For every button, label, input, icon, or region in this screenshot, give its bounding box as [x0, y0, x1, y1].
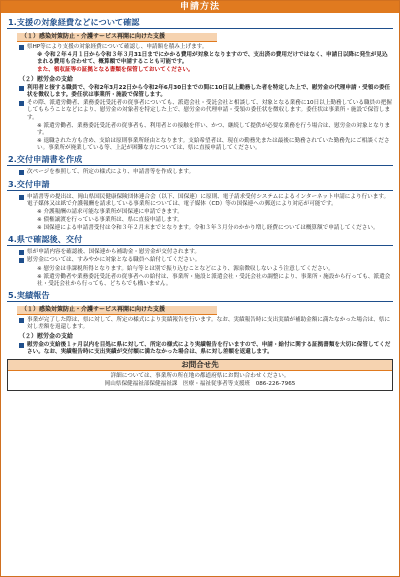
contact-line-2: 岡山県保健福祉部保健福祉課 医療・福祉従事者等支援班 086-226-7965	[104, 381, 296, 388]
bullet: 県が申請内容を確認後、国保連から補助金・慰労金が交付されます。	[7, 249, 393, 256]
section-5-sub1-heading: （１）感染対策防止・介護サービス再開に向けた支援	[17, 306, 217, 315]
bullet-square-icon	[19, 170, 24, 175]
section-1-sub1-heading: （１）感染対策防止・介護サービス再開に向けた支援	[17, 33, 217, 42]
bullet: 申請書等の提出は、岡山県国民健康保険団体連合会（以下、国保連）に原則、電子請求受付システムによるインターネット申請により行います。電子媒体又は紙で介護報酬を請求している事業所については、電子媒体（CD）等の国保連への郵送により対応が可能です。	[7, 194, 393, 208]
bullet-square-icon	[19, 195, 24, 200]
bullet-square-icon	[19, 101, 24, 106]
bullet-square-icon	[19, 318, 24, 323]
note: ※ 令和２年４月１日から令和３年３月31日までにかかる費用が対象となりますので、支出済の費用だけではなく、申請日以降に発生が見込まれる費用も合わせて、概算額で申請することも可能です。	[37, 51, 388, 65]
bullet: 県HP等により支援の対象経費について確認し、申請額を積み上げます。	[7, 44, 393, 51]
section-4-title: 4.県で確認後、交付	[7, 234, 393, 246]
contact-title: お問合せ先	[8, 360, 392, 371]
bullet-square-icon	[19, 45, 24, 50]
note: ※ 介護報酬の請求可能な事業所が国保連に申請できます。	[37, 208, 183, 215]
note: ※ 慰労金は非課税所得となります。給与等とは別で振り込むことなどにより、源泉徴収しないよう注意してください。	[37, 265, 334, 272]
bullet: 事業が完了した際は、県に対して、所定の様式により実績報告を行います。なお、実績報告時に支出実績が補助金額に満たなかった場合は、県に対し差額を返還します。	[7, 317, 393, 331]
note: ※ 派遣労働者や業務委託受託者の従事者への給付は、事業所・施設と派遣会社・受託会社の調整により、事業所・施設から行っても、派遣会社・受託会社から行っても、どちらでも構いません。	[37, 273, 391, 287]
contact-box	[7, 359, 393, 391]
banner-title: 申請方法	[1, 1, 399, 13]
section-2-title: 2.交付申請書を作成	[7, 154, 393, 166]
section-3-title: 3.交付申請	[7, 179, 393, 191]
bullet: 次ページを参照して、所定の様式により、申請書等を作成します。	[7, 169, 393, 176]
note: ※ 退職された方も含め、支給は原則事業所経由となります。支給希望者は、現在の勤務先または最後に勤務されていた勤務先にご相談ください。事業所が廃業している等、上記が困難な方については、県に直接申請してください。	[37, 138, 390, 152]
bullet-square-icon	[19, 250, 24, 255]
contact-line-1: 詳細については、事業所の所在地の都道府県にお問い合わせください。	[110, 373, 290, 380]
note: ※ 国保連による申請書受付は令和３年２月末までとなります。令和３年３月分のかかり増し経費については概算額で申請してください。	[37, 225, 379, 232]
section-5-title: 5.実績報告	[7, 290, 393, 302]
section-5-sub2-heading: （２）慰労金の支給	[19, 333, 74, 341]
section-1-sub2-heading: （２）慰労金の支給	[19, 76, 74, 84]
note-warning: また、領収証等の証拠となる書類を保管しておいてください。	[37, 67, 194, 74]
note: ※ 派遣労働者、業務委託受託者の従事者も、利用者との接触を伴い、かつ、継続して提供が必要な業務を行う場合は、慰労金の対象となります。	[37, 122, 391, 136]
bullet-square-icon	[19, 343, 24, 348]
section-1-title: 1.支援の対象経費などについて確認	[7, 17, 393, 29]
bullet: 利用者と接する職員で、令和2年3月22日から令和2年6月30日までの間に10日以上勤務した者を特定した上で、慰労金の代理申請・受領の委任状を徴収します。委任状は事業所・施設で保管します。	[7, 85, 393, 99]
bullet-square-icon	[19, 258, 24, 263]
bullet: その際、派遣労働者、業務委託受託者の従事者についても、派遣会社・受託会社と相談して、対象となる業務に10日以上勤務している職員の把握してもらうことなどにより、慰労金の対象者を特定した上で、慰労金の代理申請・受領の委任状を徴収します。委任状は事業所・施設で保管します。	[7, 100, 393, 121]
bullet-square-icon	[19, 86, 24, 91]
contact-body	[8, 371, 392, 390]
note: ※ 債権譲渡を行っている事業所は、県に直接申請します。	[37, 217, 183, 223]
bullet: 慰労金の支給後１ヶ月以内を目処に県に対して、所定の様式により実績報告を行いますので、申請・給付に関する証拠書類を大切に保管してください。なお、実績報告時に支出実績が交付額に満たなかった場合は、県に対し差額を返還します。	[7, 342, 393, 356]
bullet: 慰労金については、すみやかに対象となる職員へ給付してください。	[7, 257, 393, 264]
